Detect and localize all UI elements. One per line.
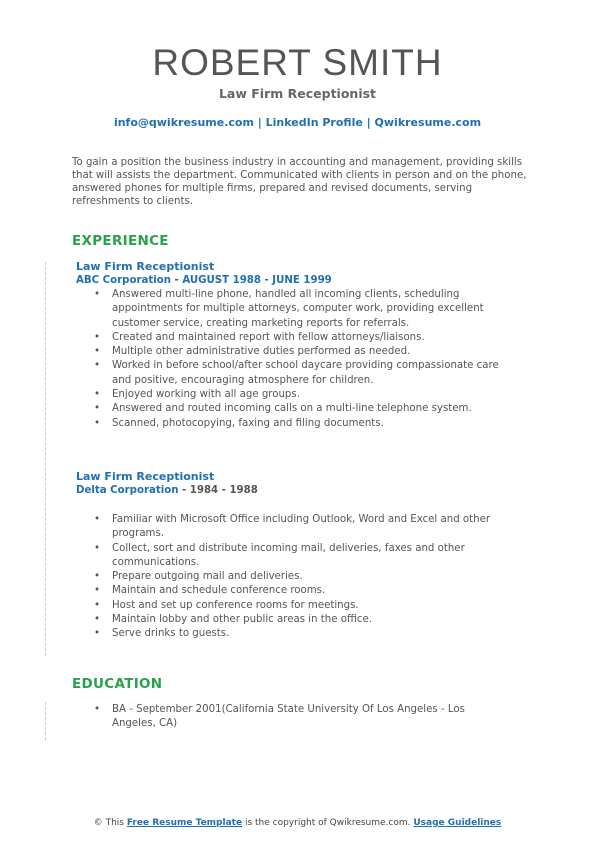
job-dates: 1984 - 1988 bbox=[189, 485, 258, 496]
job-company-line bbox=[76, 484, 516, 498]
job-role: Law Firm Receptionist bbox=[76, 260, 215, 273]
list-item: • Answered and routed incoming calls on a multi-line telephone system. bbox=[76, 402, 500, 416]
contact-line bbox=[0, 116, 595, 129]
job-bullet-list bbox=[76, 288, 516, 431]
education-entry bbox=[76, 703, 516, 732]
list-item: • Multiple other administrative duties performed as needed. bbox=[76, 345, 500, 359]
experience-heading: EXPERIENCE bbox=[72, 233, 169, 249]
usage-guidelines-link[interactable]: Usage Guidelines bbox=[413, 818, 502, 828]
education-heading: EDUCATION bbox=[72, 676, 163, 692]
contact-separator: | bbox=[257, 116, 262, 129]
footer bbox=[0, 818, 595, 828]
education-list bbox=[76, 703, 516, 732]
candidate-title: Law Firm Receptionist bbox=[218, 86, 377, 101]
job-dash: - bbox=[170, 275, 183, 286]
experience-timeline-line bbox=[45, 262, 46, 656]
job-company-line bbox=[76, 274, 516, 288]
education-timeline-line bbox=[45, 702, 46, 740]
list-item: • Familiar with Microsoft Office including Outlook, Word and Excel and other programs. bbox=[76, 513, 500, 542]
list-item: • Serve drinks to guests. bbox=[76, 627, 500, 641]
list-item: • Maintain and schedule conference rooms. bbox=[76, 584, 500, 598]
candidate-name: ROBERT SMITH bbox=[152, 42, 443, 83]
footer-text: is the copyright of Qwikresume.com. bbox=[244, 818, 411, 828]
job-dates: AUGUST 1988 - JUNE 1999 bbox=[182, 275, 332, 286]
email-link[interactable]: info@qwikresume.com bbox=[113, 116, 254, 129]
list-item: • BA - September 2001(California State University Of Los Angeles - Los Angeles, CA) bbox=[76, 703, 500, 732]
list-item: • Enjoyed working with all age groups. bbox=[76, 388, 500, 402]
website-link[interactable]: Qwikresume.com bbox=[374, 116, 482, 129]
list-item: • Prepare outgoing mail and deliveries. bbox=[76, 570, 500, 584]
free-resume-template-link[interactable]: Free Resume Template bbox=[126, 818, 243, 828]
summary-paragraph: To gain a position the business industry in accounting and management, providing skills that will assists the department. Communicated with clients in person and on the phone, answered phones for multiple firms, prepared and revised documents, serving refreshments to clients. bbox=[72, 157, 527, 207]
footer-copyright: © This bbox=[93, 818, 124, 828]
list-item: • Maintain lobby and other public areas in the office. bbox=[76, 613, 500, 627]
job-role: Law Firm Receptionist bbox=[76, 470, 215, 483]
job-bullet-list bbox=[76, 513, 516, 642]
job-dash: - bbox=[178, 485, 190, 496]
list-item: • Created and maintained report with fellow attorneys/liaisons. bbox=[76, 331, 500, 345]
list-item: • Scanned, photocopying, faxing and filing documents. bbox=[76, 417, 500, 431]
list-item: • Worked in before school/after school daycare providing compassionate care and positive, encouraging atmosphere for children. bbox=[76, 359, 500, 388]
list-item: • Answered multi-line phone, handled all incoming clients, scheduling appointments for multiple attorneys, computer work, providing excellent customer service, creating marketing reports for referrals. bbox=[76, 288, 500, 331]
contact-separator: | bbox=[366, 116, 371, 129]
linkedin-link[interactable]: LinkedIn Profile bbox=[265, 116, 363, 129]
job-company: ABC Corporation bbox=[76, 275, 171, 286]
list-item: • Host and set up conference rooms for meetings. bbox=[76, 599, 500, 613]
job-entry-1 bbox=[76, 260, 516, 431]
job-entry-2 bbox=[76, 470, 516, 642]
job-company: Delta Corporation bbox=[76, 485, 179, 496]
list-item: • Collect, sort and distribute incoming mail, deliveries, faxes and other communications. bbox=[76, 542, 500, 571]
